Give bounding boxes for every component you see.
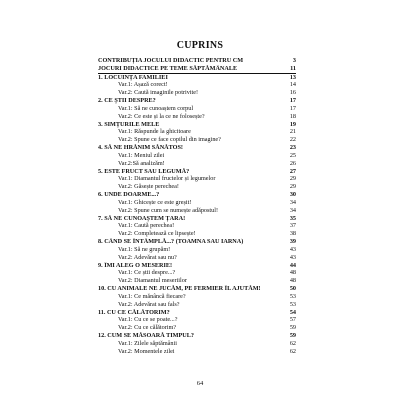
- toc-subentry: [98, 246, 296, 254]
- toc-entry-page: 39: [289, 238, 296, 246]
- toc-subentry: [98, 277, 296, 285]
- toc-subentry: [98, 105, 296, 113]
- toc-entry-page: 54: [289, 308, 296, 316]
- toc-entry-label: Var.2: Completează ce lipsește!: [118, 230, 196, 238]
- toc-entry-page: 19: [289, 120, 296, 128]
- toc-entry-label: Var.1: Caută perechea!: [118, 222, 175, 230]
- toc-section: [98, 309, 296, 317]
- toc-entry-page: 53: [289, 292, 296, 300]
- toc-entry-label: Var.1: Să ne grupăm!: [118, 245, 171, 253]
- page-title: CUPRINS: [176, 40, 224, 51]
- toc-entry-label: Var.2: Cu ce călătorim?: [118, 324, 177, 332]
- toc-entry-page: 26: [289, 159, 296, 167]
- page-number: 64: [196, 380, 204, 387]
- toc-entry-label: 8. CÂND SE ÎNTÂMPLĂ...? (TOAMNA SAU IARNA): [98, 238, 244, 246]
- toc-entry-page: 38: [289, 230, 296, 238]
- toc-subentry: [98, 316, 296, 324]
- toc-subentry: [98, 128, 296, 136]
- toc-entry-label: JOCURI DIDACTICE PE TEME SĂPTĂMÂNALE: [98, 64, 238, 72]
- toc-section: [98, 97, 296, 105]
- toc-entry-page: 50: [289, 285, 296, 293]
- toc-entry-page: 25: [289, 151, 296, 159]
- toc-entry-label: Var.1: Ce mănâncă fiecare?: [118, 292, 186, 300]
- toc-entry-page: 57: [289, 316, 296, 324]
- toc-entry-label: Var.1: Diamantul fructelor și legumelor: [118, 175, 216, 183]
- toc-entry-page: 17: [289, 104, 296, 112]
- toc-entry-label: Var.2: Găsește perechea!: [118, 183, 179, 191]
- toc-entry-label: Var.1: Să ne cunoaștem corpul: [118, 104, 194, 112]
- table-of-contents: [98, 57, 296, 355]
- toc-entry-label: 10. CU ANIMALE NE JUCĂM, PE FERMIER ÎL AJUTĂM!: [98, 285, 261, 293]
- toc-entry-label: 3. SIMȚURILE MELE: [98, 120, 160, 128]
- toc-entry-page: 34: [289, 206, 296, 214]
- toc-subentry: [98, 160, 296, 168]
- toc-entry-page: 30: [289, 191, 296, 199]
- toc-entry-label: Var.1: Răspunde la ghicitoare: [118, 128, 191, 136]
- toc-entry-label: Var.1: Ce știi despre...?: [118, 269, 176, 277]
- toc-entry-page: 23: [289, 144, 296, 152]
- toc-section: [98, 262, 296, 270]
- toc-subentry: [98, 269, 296, 277]
- toc-entry-page: 53: [289, 300, 296, 308]
- toc-subentry: [98, 199, 296, 207]
- toc-subentry: [98, 254, 296, 262]
- toc-entry-label: Var.1: Meniul zilei: [118, 151, 165, 159]
- toc-subentry: [98, 293, 296, 301]
- toc-entry-label: 12. CUM SE MĂSOARĂ TIMPUL?: [98, 331, 194, 339]
- toc-entry-label: Var.1: Așază corect!: [118, 81, 168, 89]
- toc-section: [98, 215, 296, 223]
- toc-entry-label: Var.2: Ce este și la ce ne folosește?: [118, 112, 205, 120]
- toc-subentry: [98, 113, 296, 121]
- toc-subentry: [98, 222, 296, 230]
- toc-entry-label: Var.2: Spune cum se numește adăpostul!: [118, 206, 219, 214]
- toc-subentry: [98, 175, 296, 183]
- toc-entry-label: 7. SĂ NE CUNOAȘTEM ȚARA!: [98, 214, 186, 222]
- toc-entry-page: 48: [289, 277, 296, 285]
- toc-entry-page: 48: [289, 269, 296, 277]
- toc-subentry: [98, 136, 296, 144]
- toc-section: [98, 238, 296, 246]
- toc-entry-page: 62: [289, 347, 296, 355]
- toc-entry-label: Var.2: Caută imaginile potrivite!: [118, 89, 199, 97]
- toc-entry-page: 29: [289, 183, 296, 191]
- toc-entry-label: CONTRIBUȚIA JOCULUI DIDACTIC PENTRU CM: [98, 57, 244, 64]
- toc-entry-page: 13: [289, 73, 296, 81]
- toc-subentry: [98, 230, 296, 238]
- toc-section: [98, 74, 296, 82]
- toc-entry-label: 5. ESTE FRUCT SAU LEGUMĂ?: [98, 167, 190, 175]
- toc-entry-page: 62: [289, 339, 296, 347]
- toc-section: [98, 332, 296, 340]
- toc-section: [98, 168, 296, 176]
- toc-entry-page: 43: [289, 245, 296, 253]
- toc-entry-page: 18: [289, 112, 296, 120]
- toc-entry-label: Var.2: Momentele zilei: [118, 347, 175, 355]
- toc-subentry: [98, 81, 296, 89]
- toc-entry-page: 11: [290, 64, 296, 72]
- toc-section: [98, 144, 296, 152]
- toc-entry-page: 22: [289, 136, 296, 144]
- toc-entry-label: Var.2: Adevărat sau fals?: [118, 300, 180, 308]
- toc-entry-page: 44: [289, 261, 296, 269]
- toc-entry-page: 59: [289, 324, 296, 332]
- toc-header: [98, 57, 296, 65]
- toc-entry-label: Var.1: Cu ce se poate...?: [118, 316, 178, 324]
- toc-entry-label: 11. CU CE CĂLĂTORIM?: [98, 308, 170, 316]
- toc-entry-label: Var.2:Să analizăm!: [118, 159, 165, 167]
- toc-entry-page: 37: [289, 222, 296, 230]
- toc-entry-label: Var.2: Adevărat sau nu?: [118, 253, 177, 261]
- toc-entry-page: 34: [289, 198, 296, 206]
- toc-subentry: [98, 340, 296, 348]
- toc-entry-label: 2. CE ȘTII DESPRE?: [98, 97, 156, 105]
- toc-entry-page: 16: [289, 89, 296, 97]
- toc-entry-page: 43: [289, 253, 296, 261]
- toc-entry-label: 4. SĂ NE HRĂNIM SĂNĂTOS!: [98, 144, 183, 152]
- toc-subentry: [98, 89, 296, 97]
- toc-entry-page: 27: [289, 167, 296, 175]
- toc-section: [98, 191, 296, 199]
- toc-entry-label: Var.2: Spune ce face copilul din imagine?: [118, 136, 221, 144]
- toc-entry-page: 29: [289, 175, 296, 183]
- toc-header: [98, 65, 296, 74]
- toc-entry-label: Var.1: Ghicește ce este greșit!: [118, 198, 192, 206]
- toc-entry-label: Var.1: Zilele săptămânii: [118, 339, 177, 347]
- toc-subentry: [98, 324, 296, 332]
- toc-entry-page: 21: [289, 128, 296, 136]
- toc-entry-label: Var.2: Diamantul meseriilor: [118, 277, 187, 285]
- toc-subentry: [98, 183, 296, 191]
- toc-entry-label: 9. ÎMI ALEG O MESERIE!: [98, 261, 173, 269]
- toc-subentry: [98, 152, 296, 160]
- toc-entry-page: 14: [289, 81, 296, 89]
- toc-entry-page: 3: [292, 57, 296, 64]
- toc-section: [98, 285, 296, 293]
- toc-section: [98, 121, 296, 129]
- toc-entry-page: 35: [289, 214, 296, 222]
- toc-subentry: [98, 207, 296, 215]
- toc-entry-label: 1. LOCUINȚA FAMILIEI: [98, 73, 168, 81]
- toc-subentry: [98, 301, 296, 309]
- toc-subentry: [98, 348, 296, 356]
- toc-entry-label: 6. UNDE DOARME...?: [98, 191, 160, 199]
- toc-entry-page: 59: [289, 331, 296, 339]
- toc-entry-page: 17: [289, 97, 296, 105]
